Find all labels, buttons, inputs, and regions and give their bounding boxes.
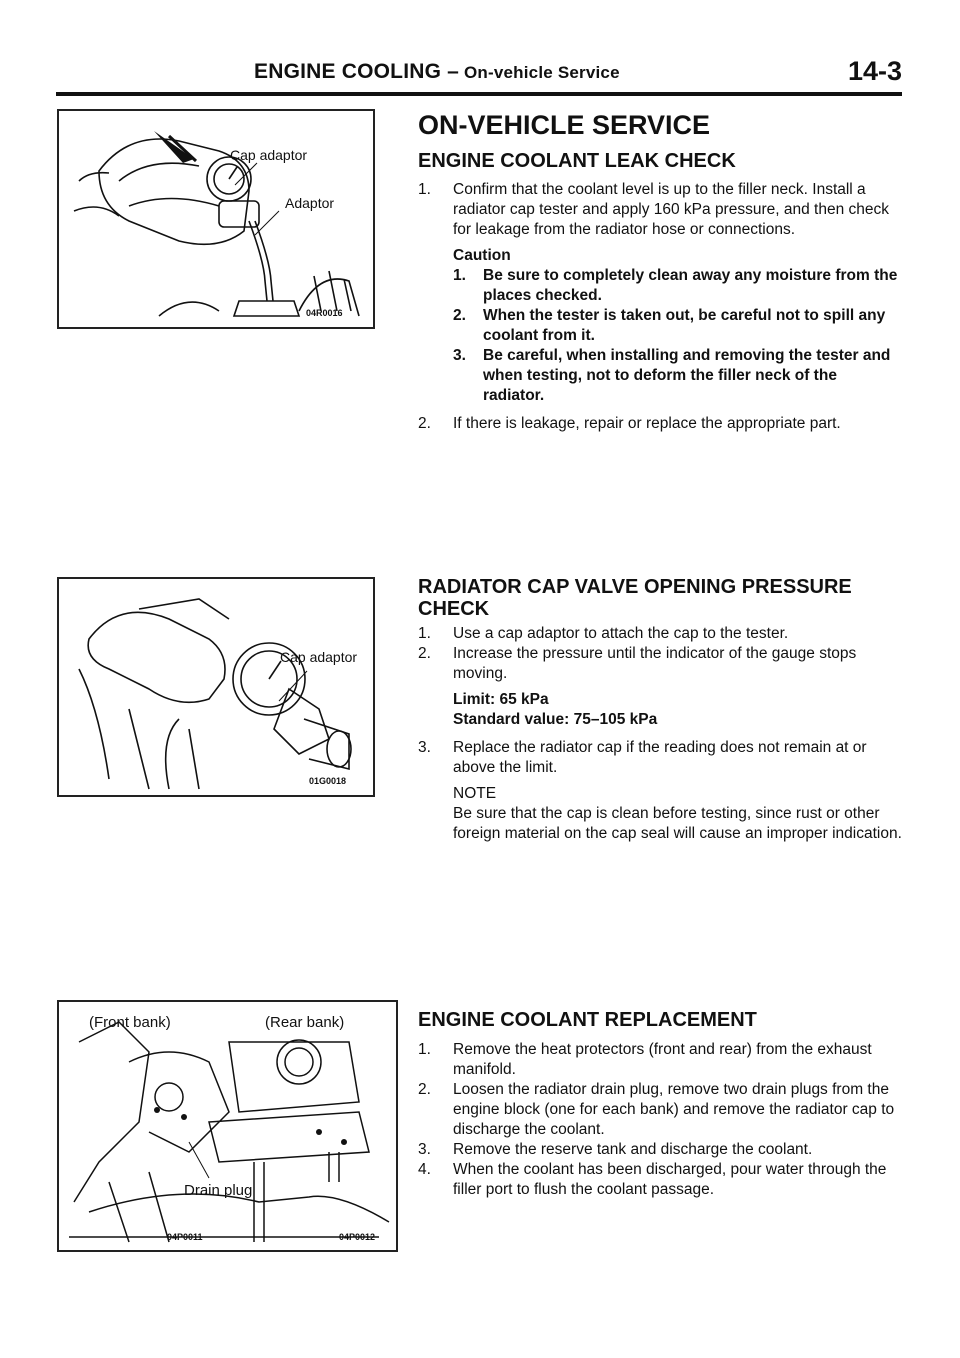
- cap-check-title: RADIATOR CAP VALVE OPENING PRESSURE CHECK: [418, 576, 852, 620]
- standard-value: Standard value: 75–105 kPa: [453, 711, 658, 728]
- cap-gauge-illustration: [59, 579, 373, 795]
- section-title: ON-VEHICLE SERVICE: [418, 110, 711, 140]
- caution-item: 3. Be careful, when installing and removing the tester and when testing, not to deform the filler neck of the radiator.: [453, 347, 891, 404]
- list-item: 2. Increase the pressure until the indicator of the gauge stops moving.: [418, 645, 857, 682]
- cap-check-body: [418, 624, 902, 844]
- list-item: 2. If there is leakage, repair or replace the appropriate part.: [418, 415, 841, 432]
- figure-drain-plugs: [57, 1000, 398, 1252]
- spec-block: [418, 690, 902, 730]
- note-block: [418, 784, 902, 844]
- leak-check-title: ENGINE COOLANT LEAK CHECK: [418, 150, 736, 172]
- label-front-bank: (Front bank): [89, 1014, 171, 1031]
- replacement-title: ENGINE COOLANT REPLACEMENT: [418, 1009, 757, 1031]
- list-item: 1. Remove the heat protectors (front and rear) from the exhaust manifold.: [418, 1041, 872, 1078]
- figure-cap-tester: [57, 109, 375, 329]
- label-rear-bank: (Rear bank): [265, 1014, 345, 1031]
- note-title: NOTE: [453, 785, 497, 802]
- caution-title: Caution: [453, 247, 511, 264]
- label-cap-adaptor: Cap adaptor: [230, 147, 308, 163]
- list-item: 2. Loosen the radiator drain plug, remove two drain plugs from the engine block (one for each bank) and remove the radiator cap to discharge the coolant.: [418, 1081, 895, 1138]
- list-item: 3. Remove the reserve tank and discharge the coolant.: [418, 1141, 813, 1158]
- figure-code: 04R0016: [306, 308, 343, 318]
- page-number: 14-3: [847, 56, 902, 86]
- label-cap-adaptor: Cap adaptor: [280, 649, 358, 665]
- note-text: Be sure that the cap is clean before testing, since rust or other foreign material on the cap seal will cause an improper indication.: [453, 805, 902, 842]
- leak-check-body: [418, 180, 902, 434]
- header-title: ENGINE COOLING – On-vehicle Service: [254, 60, 620, 83]
- label-adaptor: Adaptor: [285, 195, 335, 211]
- replacement-body: [418, 1040, 902, 1200]
- label-drain-plug: Drain plug: [184, 1182, 253, 1199]
- figure-code: 01G0018: [309, 776, 347, 786]
- caution-item: 2. When the tester is taken out, be careful not to spill any coolant from it.: [453, 307, 886, 344]
- list-item: 4. When the coolant has been discharged, pour water through the filler port to flush the coolant passage.: [418, 1161, 887, 1198]
- header-rule: [56, 92, 902, 96]
- page-header: [56, 56, 902, 94]
- limit-value: Limit: 65 kPa: [453, 691, 549, 708]
- figure-code-right: 04P0012: [339, 1232, 376, 1242]
- list-item: 3. Replace the radiator cap if the reading does not remain at or above the limit.: [418, 739, 867, 776]
- engine-block-illustration: [59, 1002, 396, 1250]
- list-item: 1. Confirm that the coolant level is up to the filler neck. Install a radiator cap tester and apply 160 kPa pressure, and then check for leakage from the radiator hose or connections.: [418, 181, 889, 238]
- caution-item: 1. Be sure to completely clean away any moisture from the places checked.: [453, 267, 898, 304]
- caution-block: [418, 246, 902, 406]
- list-item: 1. Use a cap adaptor to attach the cap to the tester.: [418, 625, 789, 642]
- figure-code-left: 04P0011: [167, 1232, 203, 1242]
- cap-tester-illustration: [59, 111, 373, 327]
- figure-cap-adaptor-gauge: [57, 577, 375, 797]
